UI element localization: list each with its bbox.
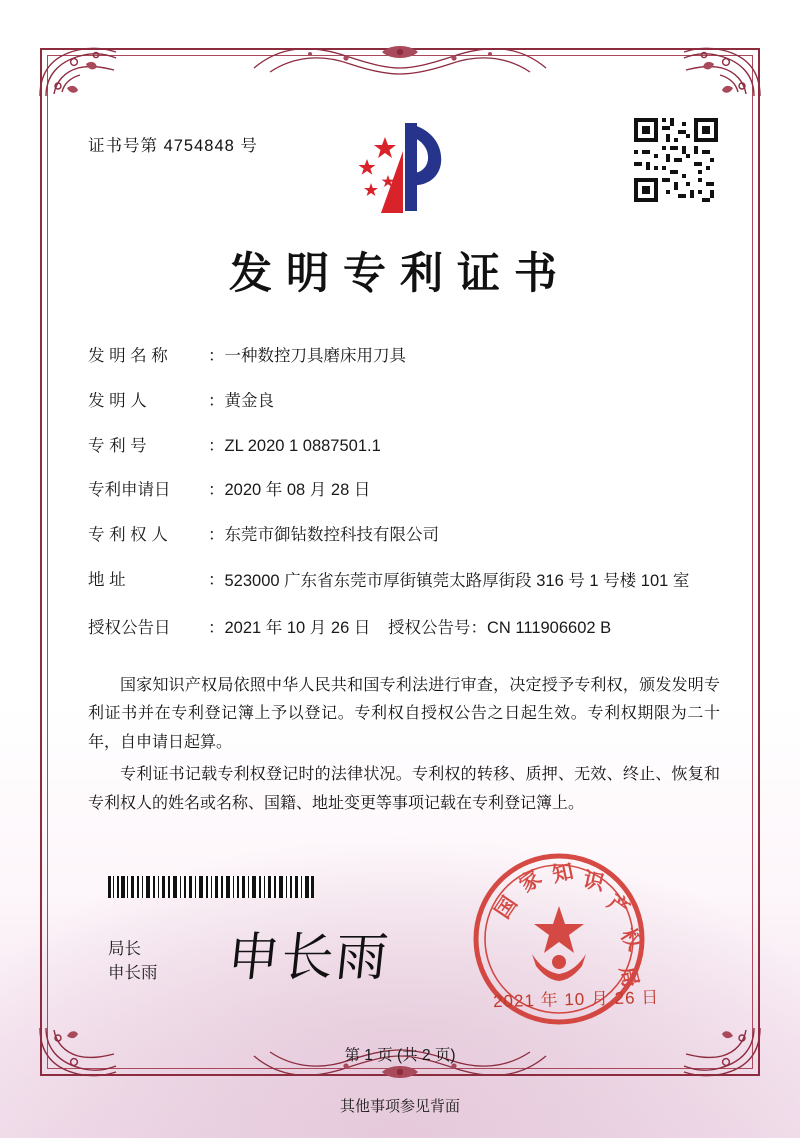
field-value: 523000 广东省东莞市厚街镇莞太路厚街段 316 号 1 号楼 101 室 (224, 571, 690, 590)
field-value: 一种数控刀具磨床用刀具 (224, 347, 406, 365)
office-name: 申长雨 (108, 963, 158, 982)
field-colon: ： (208, 391, 225, 410)
office-label: 局长 (108, 940, 141, 958)
field-list (88, 345, 722, 645)
field-colon: ： (208, 481, 225, 500)
field-inventor (88, 390, 722, 412)
field-label: 专利申请日 (88, 481, 171, 500)
field-label: 授权公告号 (388, 618, 471, 637)
footer-note: 其他事项参见背面 (339, 1098, 460, 1115)
field-colon: ： (470, 618, 487, 637)
field-label: 地 址 (88, 570, 126, 589)
field-colon: ： (208, 526, 225, 545)
signature-block (108, 938, 158, 986)
field-colon: ： (208, 347, 225, 365)
field-label: 发 明 名 称 (88, 347, 168, 365)
svg-text:局: 局 (615, 964, 643, 990)
svg-text:家: 家 (514, 865, 546, 898)
field-label: 专 利 号 (88, 436, 147, 455)
field-address (88, 569, 722, 595)
field-patentee (88, 524, 722, 546)
field-value: CN 111906602 B (487, 618, 612, 637)
field-value: 2021 年 10 月 26 日 (224, 618, 371, 637)
field-label: 发 明 人 (88, 391, 147, 410)
corner-ornament-icon (680, 42, 766, 102)
paragraph-1: 国家知识产权局依照中华人民共和国专利法进行审查，决定授予专利权，颁发发明专利证书并在专利登记簿上予以登记。专利权自授权公告之日起生效。专利权期限为二十年，自申请日起算。 (88, 677, 720, 751)
field-colon: ： (208, 570, 225, 589)
top-ornament-icon (250, 38, 550, 80)
field-patent-number (88, 435, 722, 457)
field-colon: ： (208, 618, 225, 637)
corner-ornament-icon (34, 42, 120, 102)
paragraph-2: 专利证书记载专利权登记时的法律状况。专利权的转移、质押、无效、终止、恢复和专利权人的姓名或名称、国籍、地址变更等事项记载在专利登记簿上。 (88, 766, 720, 812)
field-value: 东莞市御钻数控科技有限公司 (224, 526, 439, 545)
svg-text:产: 产 (603, 889, 635, 922)
svg-text:权: 权 (615, 923, 648, 955)
patent-office-emblem-icon (347, 115, 457, 223)
field-label: 专 利 权 人 (88, 526, 168, 545)
svg-text:识: 识 (580, 867, 607, 896)
page-title: 发明专利证书 (229, 251, 571, 298)
certificate-number: 证书号第 4754848 号 (88, 137, 258, 155)
handwritten-signature: 申长雨 (224, 930, 393, 987)
field-application-date (88, 479, 722, 501)
barcode-icon (108, 876, 314, 898)
field-grant-date (88, 617, 388, 639)
svg-text:国: 国 (490, 891, 522, 923)
legal-text (88, 672, 720, 822)
field-announcement-number (388, 617, 611, 639)
field-invention-name (88, 345, 722, 367)
field-grant-row (88, 617, 722, 639)
field-label: 授权公告日 (88, 618, 171, 637)
page-number: 第 1 页 (共 2 页) (344, 1047, 456, 1064)
field-value: ZL 2020 1 0887501.1 (224, 436, 381, 455)
field-value: 2020 年 08 月 28 日 (224, 481, 371, 500)
field-colon: ： (208, 436, 225, 455)
svg-text:知: 知 (550, 859, 576, 887)
field-value: 黄金良 (224, 391, 274, 410)
qr-code-icon (634, 118, 718, 202)
seal-date: 2021 年 10 月 26 日 (492, 987, 660, 1012)
